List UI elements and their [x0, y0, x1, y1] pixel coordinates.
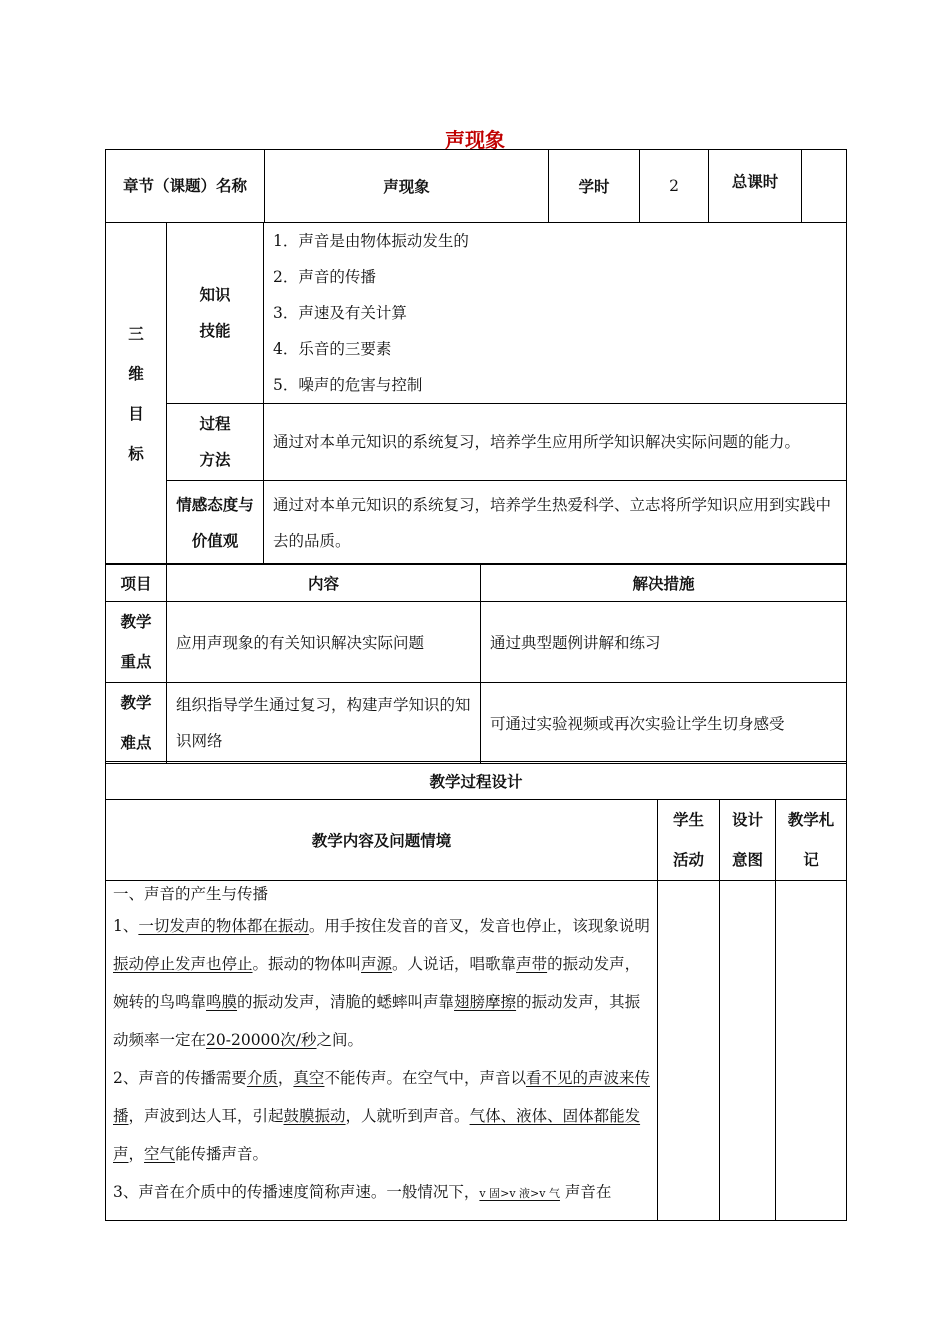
chapter-label: 章节（课题）名称 — [106, 150, 265, 223]
goals-label: 三维目标 — [106, 223, 167, 565]
paragraph-2: 2、声音的传播需要介质，真空不能传声。在空气中，声音以看不见的声波来传播，声波到达人耳，引起鼓膜振动，人就听到声音。气体、液体、固体都能发声，空气能传播声音。 — [113, 1069, 650, 1163]
process-col-content: 教学内容及问题情境 — [106, 800, 658, 881]
difficulty-label: 教学难点 — [106, 683, 167, 764]
emotion-text: 通过对本单元知识的系统复习，培养学生热爱科学、立志将所学知识应用到实践中去的品质。 — [264, 481, 847, 565]
emotion-label: 情感态度与价值观 — [167, 481, 264, 565]
process-section-title: 教学过程设计 — [106, 762, 847, 800]
knowledge-list — [264, 223, 847, 404]
process-text: 通过对本单元知识的系统复习，培养学生应用所学知识解决实际问题的能力。 — [264, 404, 847, 481]
col-measure: 解决措施 — [481, 564, 847, 602]
process-col-student: 学生活动 — [658, 800, 720, 881]
knowledge-item: 3．声速及有关计算 — [273, 304, 407, 322]
knowledge-label: 知识技能 — [167, 223, 264, 404]
process-label: 过程方法 — [167, 404, 264, 481]
document-title: 声现象 — [445, 128, 505, 152]
section-heading: 一、声音的产生与传播 — [113, 885, 269, 903]
key-point-content: 应用声现象的有关知识解决实际问题 — [167, 602, 481, 683]
difficulty-measure: 可通过实验视频或再次实验让学生切身感受 — [481, 683, 847, 764]
knowledge-item: 2．声音的传播 — [273, 268, 376, 286]
knowledge-item: 5．噪声的危害与控制 — [273, 376, 423, 394]
process-col-design: 设计意图 — [720, 800, 776, 881]
total-hours-label: 总课时 — [709, 150, 802, 223]
process-table — [105, 761, 847, 1221]
col-item: 项目 — [106, 564, 167, 602]
goals-table — [105, 222, 847, 565]
teaching-notes-cell — [776, 881, 847, 1221]
design-intent-cell — [720, 881, 776, 1221]
key-point-measure: 通过典型题例讲解和练习 — [481, 602, 847, 683]
paragraph-1: 1、一切发声的物体都在振动。用手按住发音的音叉，发音也停止，该现象说明振动停止发声也停止。振动的物体叫声源。人说话，唱歌靠声带的振动发声，婉转的鸟鸣靠鸣膜的振动发声，清脆的蟋蟀叫声靠翅膀摩擦的振动发声，其振动频率一定在20-20000次/秒之间。 — [113, 917, 650, 1049]
process-content — [106, 881, 658, 1221]
key-point-label: 教学重点 — [106, 602, 167, 683]
paragraph-3: 3、声音在介质中的传播速度简称声速。一般情况下，v 固>v 液>v 气 声音在 — [113, 1183, 612, 1201]
items-table — [105, 563, 847, 764]
knowledge-item: 1．声音是由物体振动发生的 — [273, 232, 469, 250]
header-table — [105, 149, 847, 223]
knowledge-item: 4．乐音的三要素 — [273, 340, 392, 358]
total-hours-value — [802, 150, 847, 223]
process-col-notes: 教学札记 — [776, 800, 847, 881]
hours-label: 学时 — [549, 150, 640, 223]
chapter-value: 声现象 — [265, 150, 549, 223]
difficulty-content: 组织指导学生通过复习，构建声学知识的知识网络 — [167, 683, 481, 764]
col-content: 内容 — [167, 564, 481, 602]
student-activity-cell — [658, 881, 720, 1221]
hours-value: 2 — [640, 150, 709, 223]
